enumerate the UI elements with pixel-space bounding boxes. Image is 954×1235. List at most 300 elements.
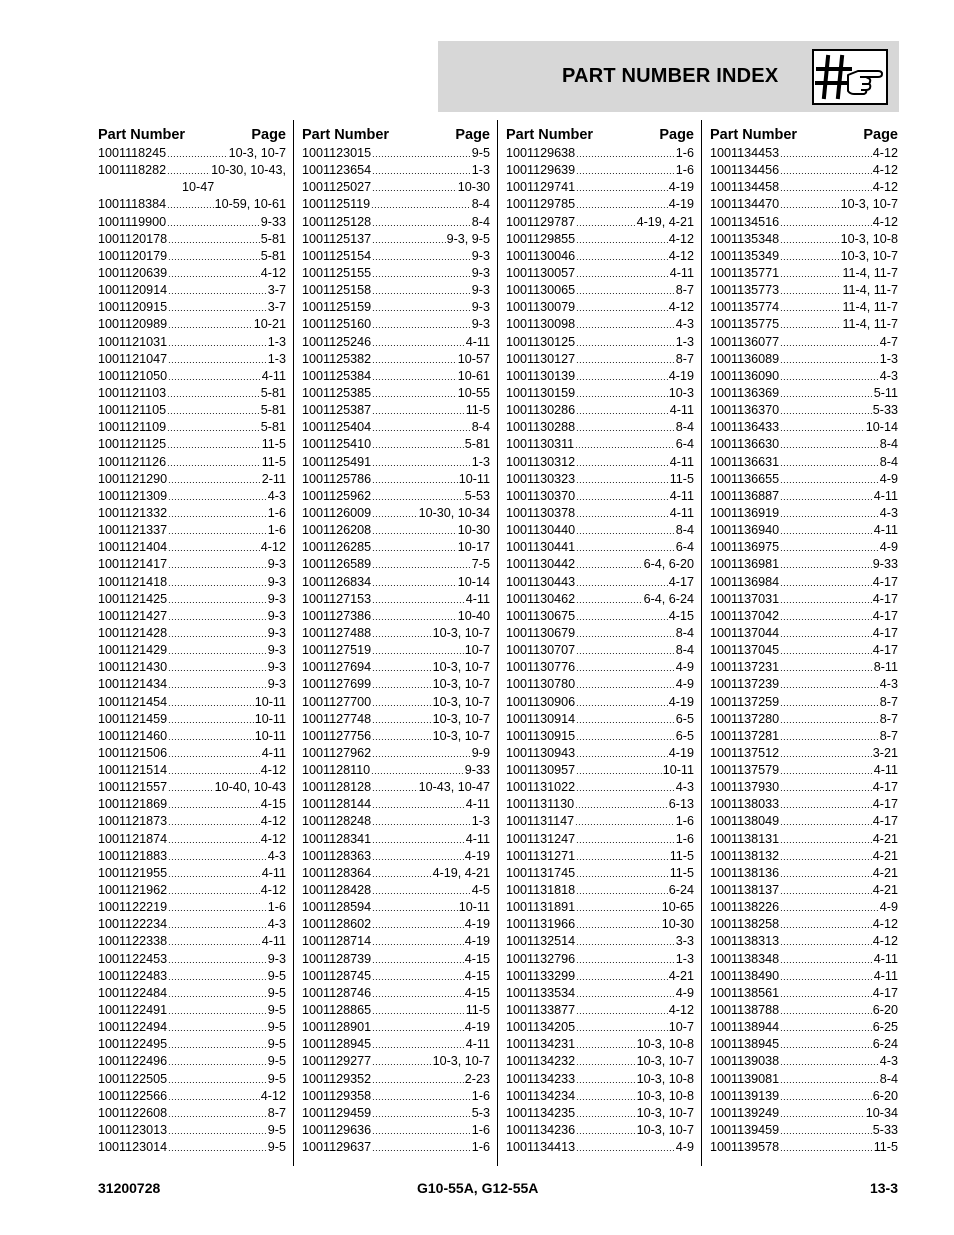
part-number: 1001121050	[98, 368, 168, 383]
dot-leader	[780, 695, 879, 712]
part-number: 1001137044	[710, 625, 780, 640]
page-reference: 4-17	[872, 643, 898, 658]
page-reference: 1-6	[471, 1140, 490, 1155]
part-number: 1001134453	[710, 146, 780, 160]
page-reference: 1-6	[675, 814, 694, 829]
index-entry	[710, 1071, 898, 1088]
page-reference: 1-3	[267, 351, 286, 366]
dot-leader	[372, 660, 431, 677]
page-reference: 5-81	[260, 231, 286, 246]
part-number: 1001128602	[302, 917, 372, 932]
part-number: 1001118245	[98, 146, 167, 160]
dot-leader	[576, 249, 668, 266]
part-number: 1001127756	[302, 728, 372, 743]
part-number: 1001130776	[506, 660, 576, 675]
index-entry	[302, 1071, 490, 1088]
dot-leader	[168, 677, 267, 694]
dot-leader	[575, 437, 675, 454]
index-entry	[506, 282, 694, 299]
dot-leader	[780, 746, 872, 763]
part-number: 1001137045	[710, 643, 780, 658]
dot-leader	[168, 832, 260, 849]
dot-leader	[372, 540, 457, 557]
page-reference: 9-3	[471, 300, 490, 315]
part-number: 1001131130	[506, 797, 575, 812]
dot-leader	[168, 1123, 267, 1140]
part-number: 1001120178	[98, 231, 168, 246]
part-number: 1001121430	[98, 660, 168, 675]
part-number: 1001137512	[710, 745, 780, 760]
index-entry	[710, 745, 898, 762]
index-entry	[506, 762, 694, 779]
index-entry	[506, 539, 694, 556]
dot-leader	[168, 335, 267, 352]
part-number: 1001137231	[710, 660, 780, 675]
dot-leader	[372, 952, 464, 969]
page-reference: 10-3, 10-8	[840, 231, 898, 246]
index-entry	[506, 916, 694, 933]
dot-leader	[167, 437, 261, 454]
index-entry	[302, 145, 490, 162]
index-entry	[710, 1088, 898, 1105]
page-reference: 4-11	[669, 265, 694, 280]
page-reference: 4-12	[872, 214, 898, 229]
page-reference: 4-12	[260, 831, 286, 846]
index-entry	[506, 162, 694, 179]
page-reference: 4-19	[668, 745, 694, 760]
index-entry	[710, 368, 898, 385]
dot-leader	[167, 163, 210, 180]
page-reference: 10-30	[457, 523, 490, 538]
index-entry	[506, 179, 694, 196]
part-number: 1001131147	[506, 814, 575, 829]
part-number: 1001136919	[710, 505, 780, 520]
index-entry	[98, 676, 286, 693]
page-reference: 3-3	[675, 934, 694, 949]
part-number: 1001125384	[302, 368, 372, 383]
index-entry	[710, 608, 898, 625]
page-reference: 9-3, 9-5	[446, 231, 490, 246]
page-reference: 4-19	[668, 197, 694, 212]
part-number-header: Part Number	[302, 127, 390, 143]
index-entry	[506, 145, 694, 162]
index-entry	[98, 968, 286, 985]
page-reference: 1-3	[471, 163, 490, 178]
dot-leader	[576, 592, 642, 609]
page-reference: 4-7	[879, 334, 898, 349]
page-reference: 4-19	[464, 917, 490, 932]
page-reference: 10-11	[254, 728, 286, 743]
title-banner	[438, 41, 899, 112]
part-number: 1001130159	[506, 385, 576, 400]
part-number: 1001136089	[710, 351, 780, 366]
page-reference: 8-11	[873, 660, 898, 675]
dot-leader	[167, 146, 227, 163]
dot-leader	[576, 883, 668, 900]
page-reference: 6-4, 6-20	[643, 557, 694, 572]
index-entry	[302, 385, 490, 402]
page-reference: 4-9	[675, 985, 694, 1000]
part-number: 1001130906	[506, 694, 576, 709]
index-entry	[710, 488, 898, 505]
part-number: 1001125385	[302, 385, 372, 400]
index-entry	[506, 1002, 694, 1019]
dot-leader	[780, 249, 839, 266]
page-reference: 5-33	[872, 403, 898, 418]
dot-leader	[576, 1123, 635, 1140]
document-number: 31200728	[98, 1180, 161, 1196]
page-reference: 4-11	[465, 797, 490, 812]
part-number: 1001138136	[710, 865, 780, 880]
part-number: 1001125491	[302, 454, 372, 469]
index-entry	[506, 951, 694, 968]
page-reference: 6-4, 6-24	[643, 591, 694, 606]
dot-leader	[168, 506, 267, 523]
page-reference: 1-6	[471, 1123, 490, 1138]
dot-leader	[780, 1037, 872, 1054]
page-reference: 6-13	[668, 797, 694, 812]
index-entry	[302, 334, 490, 351]
index-entries	[710, 145, 898, 1156]
index-entry	[710, 522, 898, 539]
dot-leader	[168, 1089, 260, 1106]
dot-leader	[168, 660, 267, 677]
page-reference: 4-21	[872, 831, 898, 846]
part-number: 1001130442	[506, 557, 576, 572]
part-number: 1001121869	[98, 797, 168, 812]
index-entry	[506, 899, 694, 916]
part-number: 1001136630	[710, 437, 780, 452]
dot-leader	[372, 266, 471, 283]
dot-leader	[168, 1072, 267, 1089]
index-entry	[506, 933, 694, 950]
part-number: 1001125137	[302, 231, 372, 246]
part-number: 1001122495	[98, 1037, 168, 1052]
dot-leader	[168, 643, 267, 660]
index-entry	[98, 728, 286, 745]
index-entry	[710, 848, 898, 865]
index-entry	[506, 351, 694, 368]
part-number: 1001125382	[302, 351, 372, 366]
part-number: 1001128945	[302, 1037, 372, 1052]
dot-leader	[372, 900, 458, 917]
page-reference: 5-53	[464, 488, 490, 503]
page-reference: 10-61	[457, 368, 490, 383]
column-divider	[701, 120, 702, 1166]
part-number: 1001118384	[98, 197, 167, 212]
index-entry	[98, 145, 286, 162]
dot-leader	[372, 1054, 431, 1071]
part-number: 1001130046	[506, 248, 576, 263]
dot-leader	[780, 814, 872, 831]
index-entry	[710, 762, 898, 779]
part-number: 1001130943	[506, 745, 576, 760]
dot-leader	[780, 883, 872, 900]
dot-leader	[168, 814, 260, 831]
part-number: 1001120639	[98, 265, 168, 280]
part-number: 1001128865	[302, 1003, 372, 1018]
page-reference: 6-5	[675, 728, 694, 743]
part-number: 1001127153	[302, 591, 372, 606]
part-number: 1001136981	[710, 557, 780, 572]
part-number: 1001138131	[710, 831, 780, 846]
index-entry	[302, 454, 490, 471]
dot-leader	[372, 729, 431, 746]
part-number: 1001121109	[98, 420, 167, 435]
index-entry	[98, 882, 286, 899]
dot-leader	[576, 832, 675, 849]
dot-leader	[372, 934, 464, 951]
part-number: 1001130957	[506, 763, 576, 778]
dot-leader	[168, 1037, 267, 1054]
page-reference: 8-4	[471, 420, 490, 435]
page-reference: 11-5	[261, 454, 286, 469]
page-reference: 4-11	[261, 934, 286, 949]
index-entry	[302, 1019, 490, 1036]
part-number: 1001122338	[98, 934, 168, 949]
page-reference: 4-19, 4-21	[636, 214, 694, 229]
page-reference: 6-20	[872, 1003, 898, 1018]
dot-leader	[780, 934, 872, 951]
index-entry	[98, 574, 286, 591]
page-reference: 4-11	[873, 488, 898, 503]
index-entry	[98, 162, 286, 179]
page-reference: 8-4	[675, 625, 694, 640]
index-entry	[302, 574, 490, 591]
dot-leader	[372, 712, 431, 729]
index-entry	[302, 1088, 490, 1105]
page-reference: 4-15	[668, 608, 694, 623]
index-entry	[302, 1139, 490, 1156]
part-number: 1001130079	[506, 300, 576, 315]
index-entry	[98, 1019, 286, 1036]
page-reference: 9-5	[267, 1140, 286, 1155]
part-number: 1001122496	[98, 1054, 168, 1069]
part-number: 1001135774	[710, 300, 780, 315]
index-entry	[506, 471, 694, 488]
part-number: 1001129855	[506, 231, 576, 246]
index-entry	[302, 848, 490, 865]
part-number: 1001129637	[302, 1140, 372, 1155]
index-entry	[98, 1053, 286, 1070]
part-number: 1001121332	[98, 505, 168, 520]
part-number: 1001137280	[710, 711, 780, 726]
index-entry	[98, 865, 286, 882]
dot-leader	[576, 506, 669, 523]
part-number: 1001122484	[98, 985, 168, 1000]
index-entry	[506, 985, 694, 1002]
page-reference: 4-3	[879, 677, 898, 692]
index-entry	[302, 419, 490, 436]
index-entry	[302, 762, 490, 779]
index-column-1	[98, 120, 286, 1156]
index-entry	[302, 625, 490, 642]
page-reference: 1-6	[267, 523, 286, 538]
index-entry	[506, 1053, 694, 1070]
page-reference: 4-15	[260, 797, 286, 812]
index-entry	[506, 813, 694, 830]
page-reference: 10-3, 10-8	[636, 1088, 694, 1103]
dot-leader	[168, 866, 261, 883]
index-entry	[98, 711, 286, 728]
part-number-header: Part Number	[506, 127, 594, 143]
part-number: 1001121337	[98, 523, 168, 538]
index-entry	[98, 848, 286, 865]
page-reference: 4-12	[668, 1003, 694, 1018]
page-reference: 4-11	[873, 523, 898, 538]
dot-leader	[576, 746, 668, 763]
index-entry	[710, 694, 898, 711]
part-number: 1001138945	[710, 1037, 780, 1052]
dot-leader	[168, 232, 260, 249]
page-reference: 4-11	[669, 454, 694, 469]
index-entry	[302, 351, 490, 368]
part-number: 1001125246	[302, 334, 372, 349]
part-number: 1001137259	[710, 694, 780, 709]
part-number: 1001139459	[710, 1123, 780, 1138]
index-entry	[506, 316, 694, 333]
page-reference: 11-5	[465, 1003, 490, 1018]
dot-leader	[168, 986, 267, 1003]
page-reference: 4-3	[675, 780, 694, 795]
page-reference: 10-30	[457, 180, 490, 195]
index-entry	[302, 1002, 490, 1019]
index-entry	[710, 282, 898, 299]
part-number: 1001130915	[506, 728, 576, 743]
page-reference: 10-17	[457, 540, 490, 555]
dot-leader	[780, 335, 879, 352]
page-reference: 9-3	[267, 557, 286, 572]
page-reference: 4-15	[464, 968, 490, 983]
part-number: 1001121290	[98, 471, 168, 486]
dot-leader	[168, 1020, 267, 1037]
part-number: 1001121955	[98, 865, 168, 880]
dot-leader	[576, 626, 675, 643]
index-entry	[98, 522, 286, 539]
index-entry	[302, 316, 490, 333]
hash-pointing-hand-icon	[812, 49, 888, 105]
part-number: 1001137930	[710, 780, 780, 795]
page-reference: 3-7	[267, 300, 286, 315]
part-number: 1001139249	[710, 1105, 780, 1120]
part-number: 1001122453	[98, 951, 168, 966]
page-reference: 9-5	[471, 146, 490, 160]
column-header	[710, 120, 898, 144]
index-entry	[506, 1019, 694, 1036]
index-entry	[710, 196, 898, 213]
dot-leader	[780, 660, 873, 677]
dot-leader	[372, 609, 457, 626]
part-number: 1001121883	[98, 848, 168, 863]
page-reference: 4-9	[675, 677, 694, 692]
part-number: 1001125027	[302, 180, 372, 195]
dot-leader	[576, 215, 635, 232]
index-entry	[98, 539, 286, 556]
page-header: Page	[659, 127, 694, 143]
part-number: 1001130443	[506, 574, 576, 589]
dot-leader	[576, 266, 669, 283]
part-number: 1001122219	[98, 900, 168, 915]
index-entry	[506, 402, 694, 419]
index-entry	[302, 265, 490, 282]
dot-leader	[168, 712, 254, 729]
page-reference-continuation: 10-47	[182, 180, 215, 195]
page-reference: 10-3, 10-7	[432, 728, 490, 743]
part-number: 1001130780	[506, 677, 576, 692]
index-entry	[98, 282, 286, 299]
page-reference: 2-11	[261, 471, 286, 486]
dot-leader	[168, 797, 260, 814]
page-reference: 6-4	[675, 540, 694, 555]
page-reference: 4-12	[872, 917, 898, 932]
index-entry	[302, 488, 490, 505]
page-reference: 11-4, 11-7	[842, 265, 898, 280]
part-number: 1001135349	[710, 248, 780, 263]
index-entry	[302, 591, 490, 608]
page-reference: 9-3	[267, 951, 286, 966]
index-entry	[302, 899, 490, 916]
index-entry	[506, 299, 694, 316]
part-number: 1001131818	[506, 883, 576, 898]
part-number: 1001129636	[302, 1123, 372, 1138]
index-entry	[506, 522, 694, 539]
index-entry	[98, 385, 286, 402]
dot-leader	[168, 763, 260, 780]
part-number: 1001135773	[710, 283, 780, 298]
page-reference: 8-7	[879, 711, 898, 726]
part-number: 1001139081	[710, 1071, 780, 1086]
page-reference: 4-12	[260, 1088, 286, 1103]
index-entry	[302, 1036, 490, 1053]
page-reference: 8-4	[879, 454, 898, 469]
page-reference: 3-21	[872, 745, 898, 760]
dot-leader	[576, 369, 668, 386]
index-column-4	[710, 120, 898, 1156]
part-number-header: Part Number	[98, 127, 186, 143]
dot-leader	[576, 677, 675, 694]
part-number: 1001121103	[98, 385, 167, 400]
index-entry	[302, 985, 490, 1002]
index-entry	[506, 368, 694, 385]
part-number: 1001127694	[302, 660, 372, 675]
index-entry	[98, 591, 286, 608]
page-reference: 4-12	[260, 883, 286, 898]
part-number: 1001134233	[506, 1071, 576, 1086]
part-number: 1001128745	[302, 968, 372, 983]
dot-leader	[372, 489, 464, 506]
dot-leader	[780, 575, 872, 592]
part-number: 1001123013	[98, 1123, 168, 1138]
page-reference: 5-11	[873, 385, 898, 400]
part-number: 1001128248	[302, 814, 372, 829]
index-entry	[710, 779, 898, 796]
part-number: 1001122608	[98, 1105, 168, 1120]
index-entry	[98, 214, 286, 231]
page-reference: 6-25	[872, 1020, 898, 1035]
index-entry	[506, 625, 694, 642]
index-entry	[710, 933, 898, 950]
page-reference: 10-3, 10-7	[432, 677, 490, 692]
index-entry	[710, 556, 898, 573]
page-header: Page	[863, 127, 898, 143]
dot-leader	[167, 197, 213, 214]
index-entry	[98, 334, 286, 351]
index-entry	[710, 214, 898, 231]
part-number: 1001127386	[302, 608, 372, 623]
index-entry	[506, 1105, 694, 1122]
dot-leader	[168, 934, 261, 951]
part-number: 1001138561	[710, 985, 780, 1000]
